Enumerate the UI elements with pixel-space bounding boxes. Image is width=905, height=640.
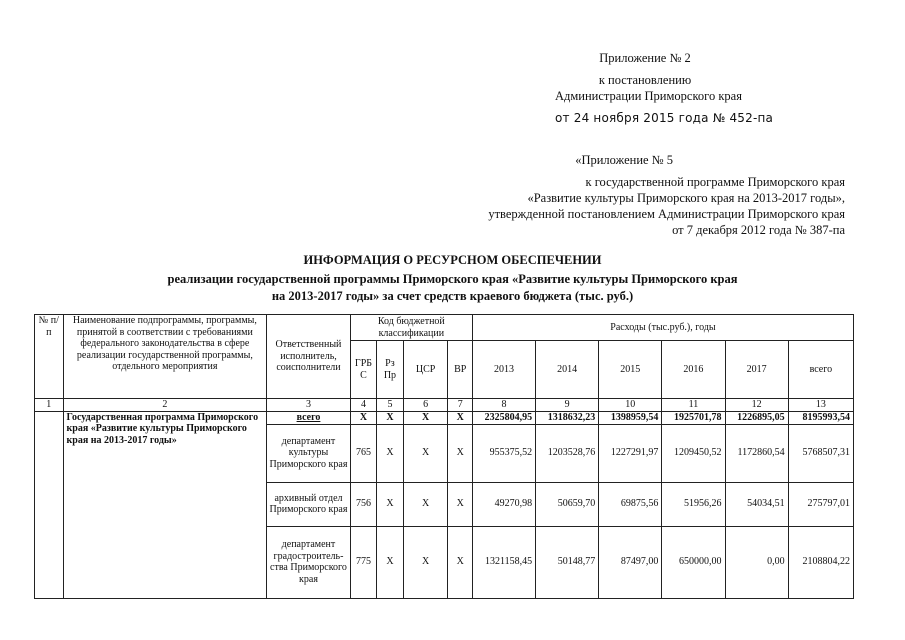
row-num-cell bbox=[35, 411, 64, 598]
col-number: 4 bbox=[350, 399, 376, 412]
value-total: 275797,01 bbox=[788, 482, 853, 526]
column-number-row bbox=[35, 399, 854, 412]
value-2017: 54034,51 bbox=[725, 482, 788, 526]
appendix-number: Приложение № 2 bbox=[599, 51, 691, 65]
header-csr: ЦСР bbox=[403, 341, 448, 399]
col-number: 7 bbox=[448, 399, 472, 412]
header-2017: 2017 bbox=[725, 341, 788, 399]
value-2014: 50148,77 bbox=[536, 526, 599, 598]
value-2017: 1172860,54 bbox=[725, 424, 788, 482]
col-number: 11 bbox=[662, 399, 725, 412]
col-number: 6 bbox=[403, 399, 448, 412]
csr-cell: X bbox=[403, 424, 448, 482]
value-2015: 69875,56 bbox=[599, 482, 662, 526]
col-number: 13 bbox=[788, 399, 853, 412]
program-appendix-header bbox=[488, 152, 845, 238]
decree-date-stamp: от 24 ноября 2015 года № 452-па bbox=[555, 111, 774, 125]
value-2015: 1398959,54 bbox=[599, 411, 662, 424]
grbs-cell: 775 bbox=[350, 526, 376, 598]
executor-cell: департамент градостроитель-ства Приморского края bbox=[267, 526, 351, 598]
to-program-text: к государственной программе Приморского края bbox=[585, 175, 845, 189]
grbs-cell: X bbox=[350, 411, 376, 424]
vr-cell: X bbox=[448, 424, 472, 482]
title-line-1: ИНФОРМАЦИЯ О РЕСУРСНОМ ОБЕСПЕЧЕНИИ bbox=[303, 253, 602, 267]
value-2013: 2325804,95 bbox=[472, 411, 535, 424]
grbs-cell: 756 bbox=[350, 482, 376, 526]
document-title bbox=[0, 252, 905, 305]
approved-by-text: утвержденной постановлением Администрации Приморского края bbox=[488, 207, 845, 221]
value-2013: 49270,98 bbox=[472, 482, 535, 526]
csr-cell: X bbox=[403, 526, 448, 598]
csr-cell: X bbox=[403, 482, 448, 526]
rzpr-cell: X bbox=[377, 424, 403, 482]
col-number: 8 bbox=[472, 399, 535, 412]
value-2016: 1209450,52 bbox=[662, 424, 725, 482]
vr-cell: X bbox=[448, 411, 472, 424]
col-number: 10 bbox=[599, 399, 662, 412]
header-budget-code: Код бюджетной классификации bbox=[350, 315, 472, 341]
administration-text: Администрации Приморского края bbox=[555, 89, 742, 103]
header-num: № п/п bbox=[35, 315, 64, 399]
header-expenses: Расходы (тыс.руб.), годы bbox=[472, 315, 853, 341]
col-number: 5 bbox=[377, 399, 403, 412]
program-name-cell: Государственная программа Приморского края «Развитие культуры Приморского края на 2013-2017 годы» bbox=[63, 411, 267, 598]
value-2015: 1227291,97 bbox=[599, 424, 662, 482]
header-executor: Ответственный исполнитель, соисполнители bbox=[267, 315, 351, 399]
csr-cell: X bbox=[403, 411, 448, 424]
header-2013: 2013 bbox=[472, 341, 535, 399]
value-2016: 650000,00 bbox=[662, 526, 725, 598]
to-decree-text: к постановлению bbox=[598, 73, 692, 87]
col-number: 3 bbox=[267, 399, 351, 412]
vr-cell: X bbox=[448, 482, 472, 526]
rzpr-cell: X bbox=[377, 526, 403, 598]
value-2016: 1925701,78 bbox=[662, 411, 725, 424]
resource-table bbox=[34, 314, 854, 599]
vr-cell: X bbox=[448, 526, 472, 598]
header-2015: 2015 bbox=[599, 341, 662, 399]
value-2014: 50659,70 bbox=[536, 482, 599, 526]
value-total: 5768507,31 bbox=[788, 424, 853, 482]
value-2017: 0,00 bbox=[725, 526, 788, 598]
program-name-text: «Развитие культуры Приморского края на 2013-2017 годы», bbox=[527, 191, 845, 205]
header-rzpr: Рз Пр bbox=[377, 341, 403, 399]
value-2014: 1318632,23 bbox=[536, 411, 599, 424]
header-name: Наименование подпрограммы, программы, принятой в соответствии с требованиями федерального законодательства в сфере реализации государственной программы, отдельного мероприятия bbox=[63, 315, 267, 399]
rzpr-cell: X bbox=[377, 482, 403, 526]
appendix-header bbox=[555, 50, 774, 126]
value-2014: 1203528,76 bbox=[536, 424, 599, 482]
executor-cell: всего bbox=[267, 411, 351, 424]
grbs-cell: 765 bbox=[350, 424, 376, 482]
rzpr-cell: X bbox=[377, 411, 403, 424]
table-row-total bbox=[35, 411, 854, 424]
executor-cell: департамент культуры Приморского края bbox=[267, 424, 351, 482]
value-total: 8195993,54 bbox=[788, 411, 853, 424]
header-total: всего bbox=[788, 341, 853, 399]
header-vr: ВР bbox=[448, 341, 472, 399]
title-line-2: реализации государственной программы Приморского края «Развитие культуры Приморского края bbox=[167, 272, 738, 286]
value-2016: 51956,26 bbox=[662, 482, 725, 526]
col-number: 12 bbox=[725, 399, 788, 412]
value-2017: 1226895,05 bbox=[725, 411, 788, 424]
header-2014: 2014 bbox=[536, 341, 599, 399]
title-line-3: на 2013-2017 годы» за счет средств краевого бюджета (тыс. руб.) bbox=[271, 289, 634, 303]
value-2013: 1321158,45 bbox=[472, 526, 535, 598]
value-2015: 87497,00 bbox=[599, 526, 662, 598]
header-grbs: ГРБ С bbox=[350, 341, 376, 399]
program-appendix-number: «Приложение № 5 bbox=[575, 153, 673, 167]
executor-cell: архивный отдел Приморского края bbox=[267, 482, 351, 526]
col-number: 1 bbox=[35, 399, 64, 412]
header-2016: 2016 bbox=[662, 341, 725, 399]
col-number: 9 bbox=[536, 399, 599, 412]
value-total: 2108804,22 bbox=[788, 526, 853, 598]
value-2013: 955375,52 bbox=[472, 424, 535, 482]
col-number: 2 bbox=[63, 399, 267, 412]
approved-date-text: от 7 декабря 2012 года № 387-па bbox=[672, 223, 845, 237]
